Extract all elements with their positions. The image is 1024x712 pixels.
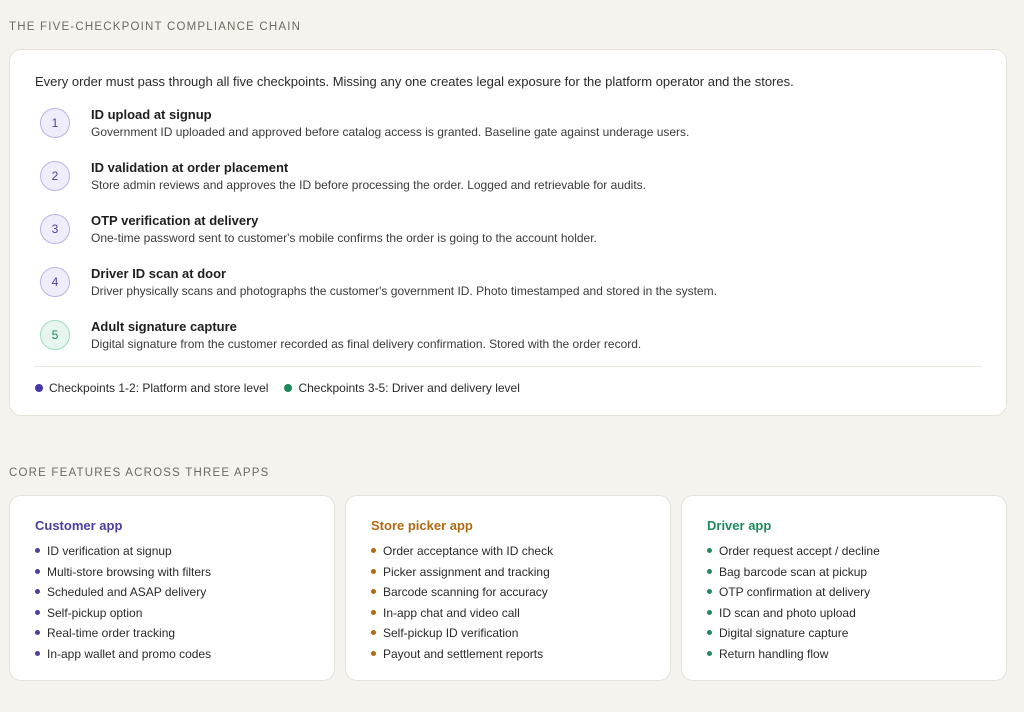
checkpoint-title: Driver ID scan at door	[91, 266, 227, 281]
checkpoint-description: Government ID uploaded and approved before catalog access is granted. Baseline gate against underage users.	[91, 125, 690, 139]
bullet-icon	[707, 589, 712, 594]
legend-label-platform: Checkpoints 1-2: Platform and store level	[49, 381, 269, 395]
bullet-icon	[35, 651, 40, 656]
list-item	[707, 544, 880, 565]
bullet-icon	[371, 589, 376, 594]
checkpoint-title: ID validation at order placement	[91, 160, 289, 175]
feature-label: Digital signature capture	[719, 626, 849, 640]
store-picker-app-card	[345, 495, 671, 681]
list-item	[371, 647, 553, 668]
bullet-icon	[707, 610, 712, 615]
legend-divider	[35, 366, 981, 367]
bullet-icon	[35, 569, 40, 574]
bullet-icon	[707, 548, 712, 553]
checkpoint-description: Driver physically scans and photographs the customer's government ID. Photo timestamped and stored in the system.	[91, 284, 717, 298]
driver-app-title: Driver app	[707, 518, 772, 533]
checkpoint-title: Adult signature capture	[91, 319, 237, 334]
checkpoint-number: 3	[40, 214, 70, 244]
feature-label: Payout and settlement reports	[383, 646, 544, 661]
bullet-icon	[371, 630, 376, 635]
bullet-icon	[35, 548, 40, 553]
checkpoint-number: 2	[40, 161, 70, 191]
feature-label: Bag barcode scan at pickup	[719, 564, 868, 579]
driver-app-card	[681, 495, 1007, 681]
legend-label-driver: Checkpoints 3-5: Driver and delivery level	[298, 381, 520, 395]
compliance-chain-card	[9, 49, 1007, 416]
feature-label: Real-time order tracking	[47, 626, 176, 640]
driver-feature-list	[707, 544, 880, 667]
feature-label: ID scan and photo upload	[719, 605, 856, 620]
feature-label: Barcode scanning for accuracy	[383, 585, 548, 599]
compliance-intro: Every order must pass through all five checkpoints. Missing any one creates legal exposure for the platform operator and the stores.	[35, 74, 794, 89]
feature-label: OTP confirmation at delivery	[719, 585, 871, 599]
list-item	[371, 544, 553, 565]
purple-dot-icon	[35, 384, 43, 392]
compliance-section-heading: THE FIVE-CHECKPOINT COMPLIANCE CHAIN	[9, 21, 302, 33]
store-feature-list	[371, 544, 553, 667]
customer-app-card	[9, 495, 335, 681]
list-item	[707, 626, 880, 647]
list-item	[371, 606, 553, 627]
checkpoint-list	[40, 108, 980, 373]
checkpoint-number: 5	[40, 320, 70, 350]
store-picker-app-title: Store picker app	[371, 518, 473, 533]
feature-label: Self-pickup ID verification	[383, 626, 519, 640]
feature-label: Return handling flow	[719, 646, 829, 661]
bullet-icon	[707, 630, 712, 635]
checkpoint-description: Store admin reviews and approves the ID before processing the order. Logged and retrievable for audits.	[91, 178, 646, 192]
list-item	[35, 606, 211, 627]
checkpoint-description: Digital signature from the customer recorded as final delivery confirmation. Stored with the order record.	[91, 337, 642, 351]
green-dot-icon	[284, 384, 292, 392]
list-item	[35, 585, 211, 606]
customer-feature-list	[35, 544, 211, 667]
bullet-icon	[35, 610, 40, 615]
feature-label: ID verification at signup	[47, 544, 172, 558]
checkpoint-2	[40, 161, 980, 214]
bullet-icon	[371, 569, 376, 574]
legend-item-platform	[35, 381, 268, 395]
feature-label: Picker assignment and tracking	[383, 564, 550, 579]
feature-label: Scheduled and ASAP delivery	[47, 585, 207, 599]
list-item	[371, 565, 553, 586]
legend-item-driver	[284, 381, 519, 395]
list-item	[35, 647, 211, 668]
checkpoint-legend	[35, 381, 520, 395]
checkpoint-title: OTP verification at delivery	[91, 213, 259, 228]
feature-label: Self-pickup option	[47, 605, 143, 620]
features-section-heading: CORE FEATURES ACROSS THREE APPS	[9, 467, 270, 479]
list-item	[707, 585, 880, 606]
feature-label: Order request accept / decline	[719, 544, 880, 558]
feature-label: Multi-store browsing with filters	[47, 564, 212, 579]
bullet-icon	[371, 610, 376, 615]
checkpoint-title: ID upload at signup	[91, 107, 212, 122]
list-item	[371, 626, 553, 647]
bullet-icon	[35, 630, 40, 635]
list-item	[707, 565, 880, 586]
bullet-icon	[707, 651, 712, 656]
feature-label: Order acceptance with ID check	[383, 544, 554, 558]
checkpoint-description: One-time password sent to customer's mobile confirms the order is going to the account holder.	[91, 231, 597, 245]
bullet-icon	[707, 569, 712, 574]
list-item	[35, 565, 211, 586]
list-item	[35, 544, 211, 565]
bullet-icon	[371, 548, 376, 553]
feature-label: In-app wallet and promo codes	[47, 646, 212, 661]
checkpoint-number: 1	[40, 108, 70, 138]
bullet-icon	[35, 589, 40, 594]
list-item	[707, 647, 880, 668]
checkpoint-4	[40, 267, 980, 320]
checkpoint-3	[40, 214, 980, 267]
list-item	[371, 585, 553, 606]
list-item	[35, 626, 211, 647]
list-item	[707, 606, 880, 627]
checkpoint-1	[40, 108, 980, 161]
checkpoint-number: 4	[40, 267, 70, 297]
feature-label: In-app chat and video call	[383, 605, 520, 620]
customer-app-title: Customer app	[35, 518, 123, 533]
bullet-icon	[371, 651, 376, 656]
